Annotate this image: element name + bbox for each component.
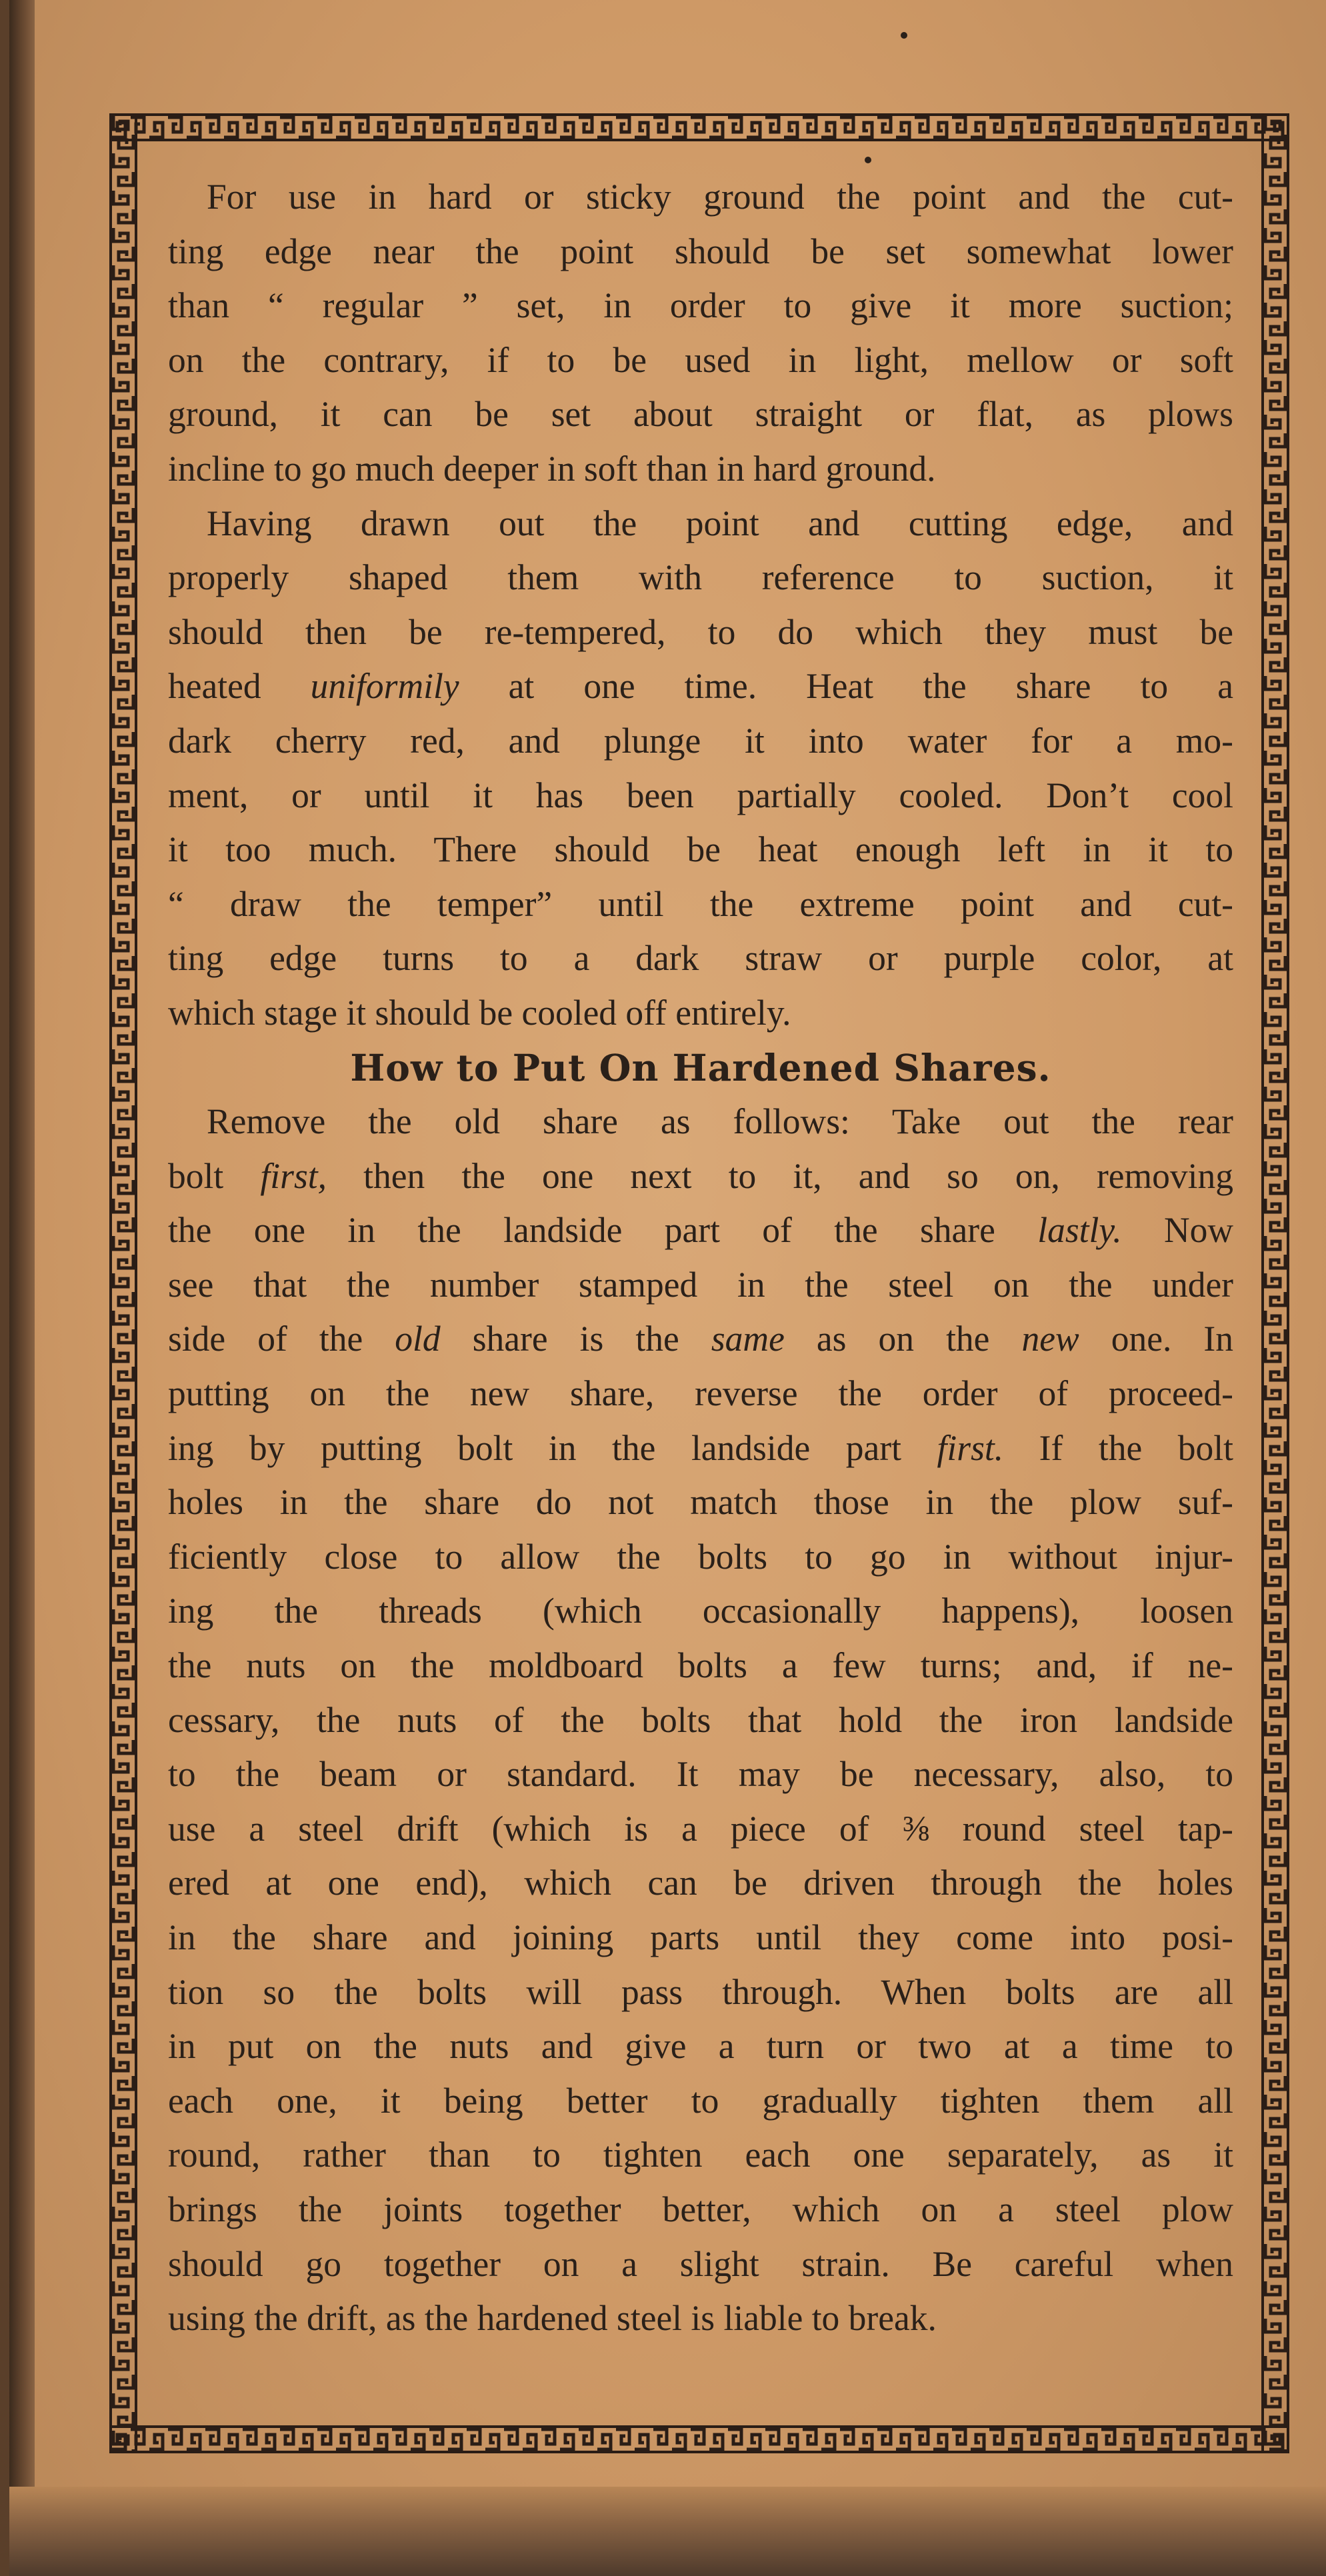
document-body [168,170,1233,2346]
text-line: Remove the old share as follows: Take out the rear [207,1101,1233,1142]
text-line: ment, or until it has been partially cooled. Don’t cool [168,775,1233,815]
text-line [168,1203,1233,1258]
emphasized-word: lastly. [1037,1210,1122,1251]
text-line: see that the number stamped in the steel on the under [168,1264,1233,1305]
text-segment: bolt [168,1155,261,1196]
text-line: properly shaped them with reference to suction, it [168,557,1233,598]
emphasized-word: uniformily [310,666,459,707]
text-line [168,659,1233,714]
text-segment: then the one next to it, and so on, removing [327,1155,1233,1196]
text-line: it too much. There should be heat enough left in it to [168,829,1233,870]
text-segment: at one time. Heat the share to a [459,666,1233,707]
text-segment: as on the [784,1319,1022,1359]
greek-key-border-top [109,113,1289,141]
text-line: putting on the new share, reverse the order of proceed- [168,1373,1233,1414]
text-line: should then be re-tempered, to do which they must be [168,611,1233,652]
text-segment: the one in the landside part of the share [168,1210,1038,1251]
text-line: brings the joints together better, which on a steel plow [168,2189,1233,2229]
speck [901,32,907,39]
shares-paragraph [168,1095,1233,2346]
text-segment: side of the [168,1319,395,1359]
text-line: use a steel drift (which is a piece of ⅜ round steel tap- [168,1808,1233,1849]
text-segment: If the bolt [1003,1427,1233,1468]
text-line: which stage it should be cooled off entirely. [168,992,791,1033]
page-bottom-edge [9,2487,1326,2576]
text-segment: heated [168,666,311,707]
greek-key-border-right [1261,113,1289,2453]
text-line: ered at one end), which can be driven through the holes [168,1863,1233,1903]
text-line: For use in hard or sticky ground the point and the cut- [207,177,1233,217]
text-segment: ing by putting bolt in the landside part [168,1427,937,1468]
text-line: in put on the nuts and give a turn or two at a time to [168,2026,1233,2067]
text-line: cessary, the nuts of the bolts that hold the iron landside [168,1699,1233,1740]
text-line: ficiently close to allow the bolts to go in without injur- [168,1536,1233,1577]
text-line [168,1149,1233,1204]
text-line: ing the threads (which occasionally happens), loosen [168,1591,1233,1631]
text-line: ground, it can be set about straight or flat, as plows [168,394,1233,435]
suction-paragraph [168,170,1233,497]
emphasized-word: old [395,1319,441,1359]
emphasized-word: first, [260,1155,327,1196]
tempering-paragraph [168,497,1233,1041]
text-line: to the beam or standard. It may be necessary, also, to [168,1754,1233,1795]
text-line: “ draw the temper” until the extreme point and cut- [168,883,1233,924]
text-line: incline to go much deeper in soft than in hard ground. [168,448,936,489]
text-line: than “ regular ” set, in order to give it more suction; [168,285,1233,326]
text-line: on the contrary, if to be used in light, mellow or soft [168,339,1233,380]
text-line: dark cherry red, and plunge it into water for a mo- [168,720,1233,761]
book-spine [9,0,35,2576]
text-line: Having drawn out the point and cutting edge, and [207,503,1233,543]
text-line: should go together on a slight strain. Be careful when [168,2243,1233,2284]
text-segment: share is the [440,1319,711,1359]
text-line: round, rather than to tighten each one separately, as it [168,2135,1233,2175]
text-line: the nuts on the moldboard bolts a few turns; and, if ne- [168,1645,1233,1686]
greek-key-border-bottom [109,2425,1289,2453]
greek-key-border-left [109,113,137,2453]
text-segment: Now [1121,1210,1233,1251]
emphasized-word: first. [937,1427,1004,1468]
section-heading: How to Put On Hardened Shares. [350,1045,1051,1089]
text-line: tion so the bolts will pass through. When bolts are all [168,1971,1233,2012]
emphasized-word: new [1021,1319,1079,1359]
text-segment: one. In [1079,1319,1234,1359]
speck [865,157,871,163]
text-line: holes in the share do not match those in the plow suf- [168,1482,1233,1523]
text-line: ting edge turns to a dark straw or purple color, at [168,938,1233,979]
text-line: ting edge near the point should be set somewhat lower [168,231,1233,271]
text-line: using the drift, as the hardened steel is liable to break. [168,2298,937,2339]
emphasized-word: same [711,1319,785,1359]
text-line: in the share and joining parts until they come into posi- [168,1917,1233,1957]
text-line [168,1312,1233,1367]
page [9,0,1326,2576]
text-line: each one, it being better to gradually tighten them all [168,2080,1233,2121]
text-line [168,1421,1233,1476]
